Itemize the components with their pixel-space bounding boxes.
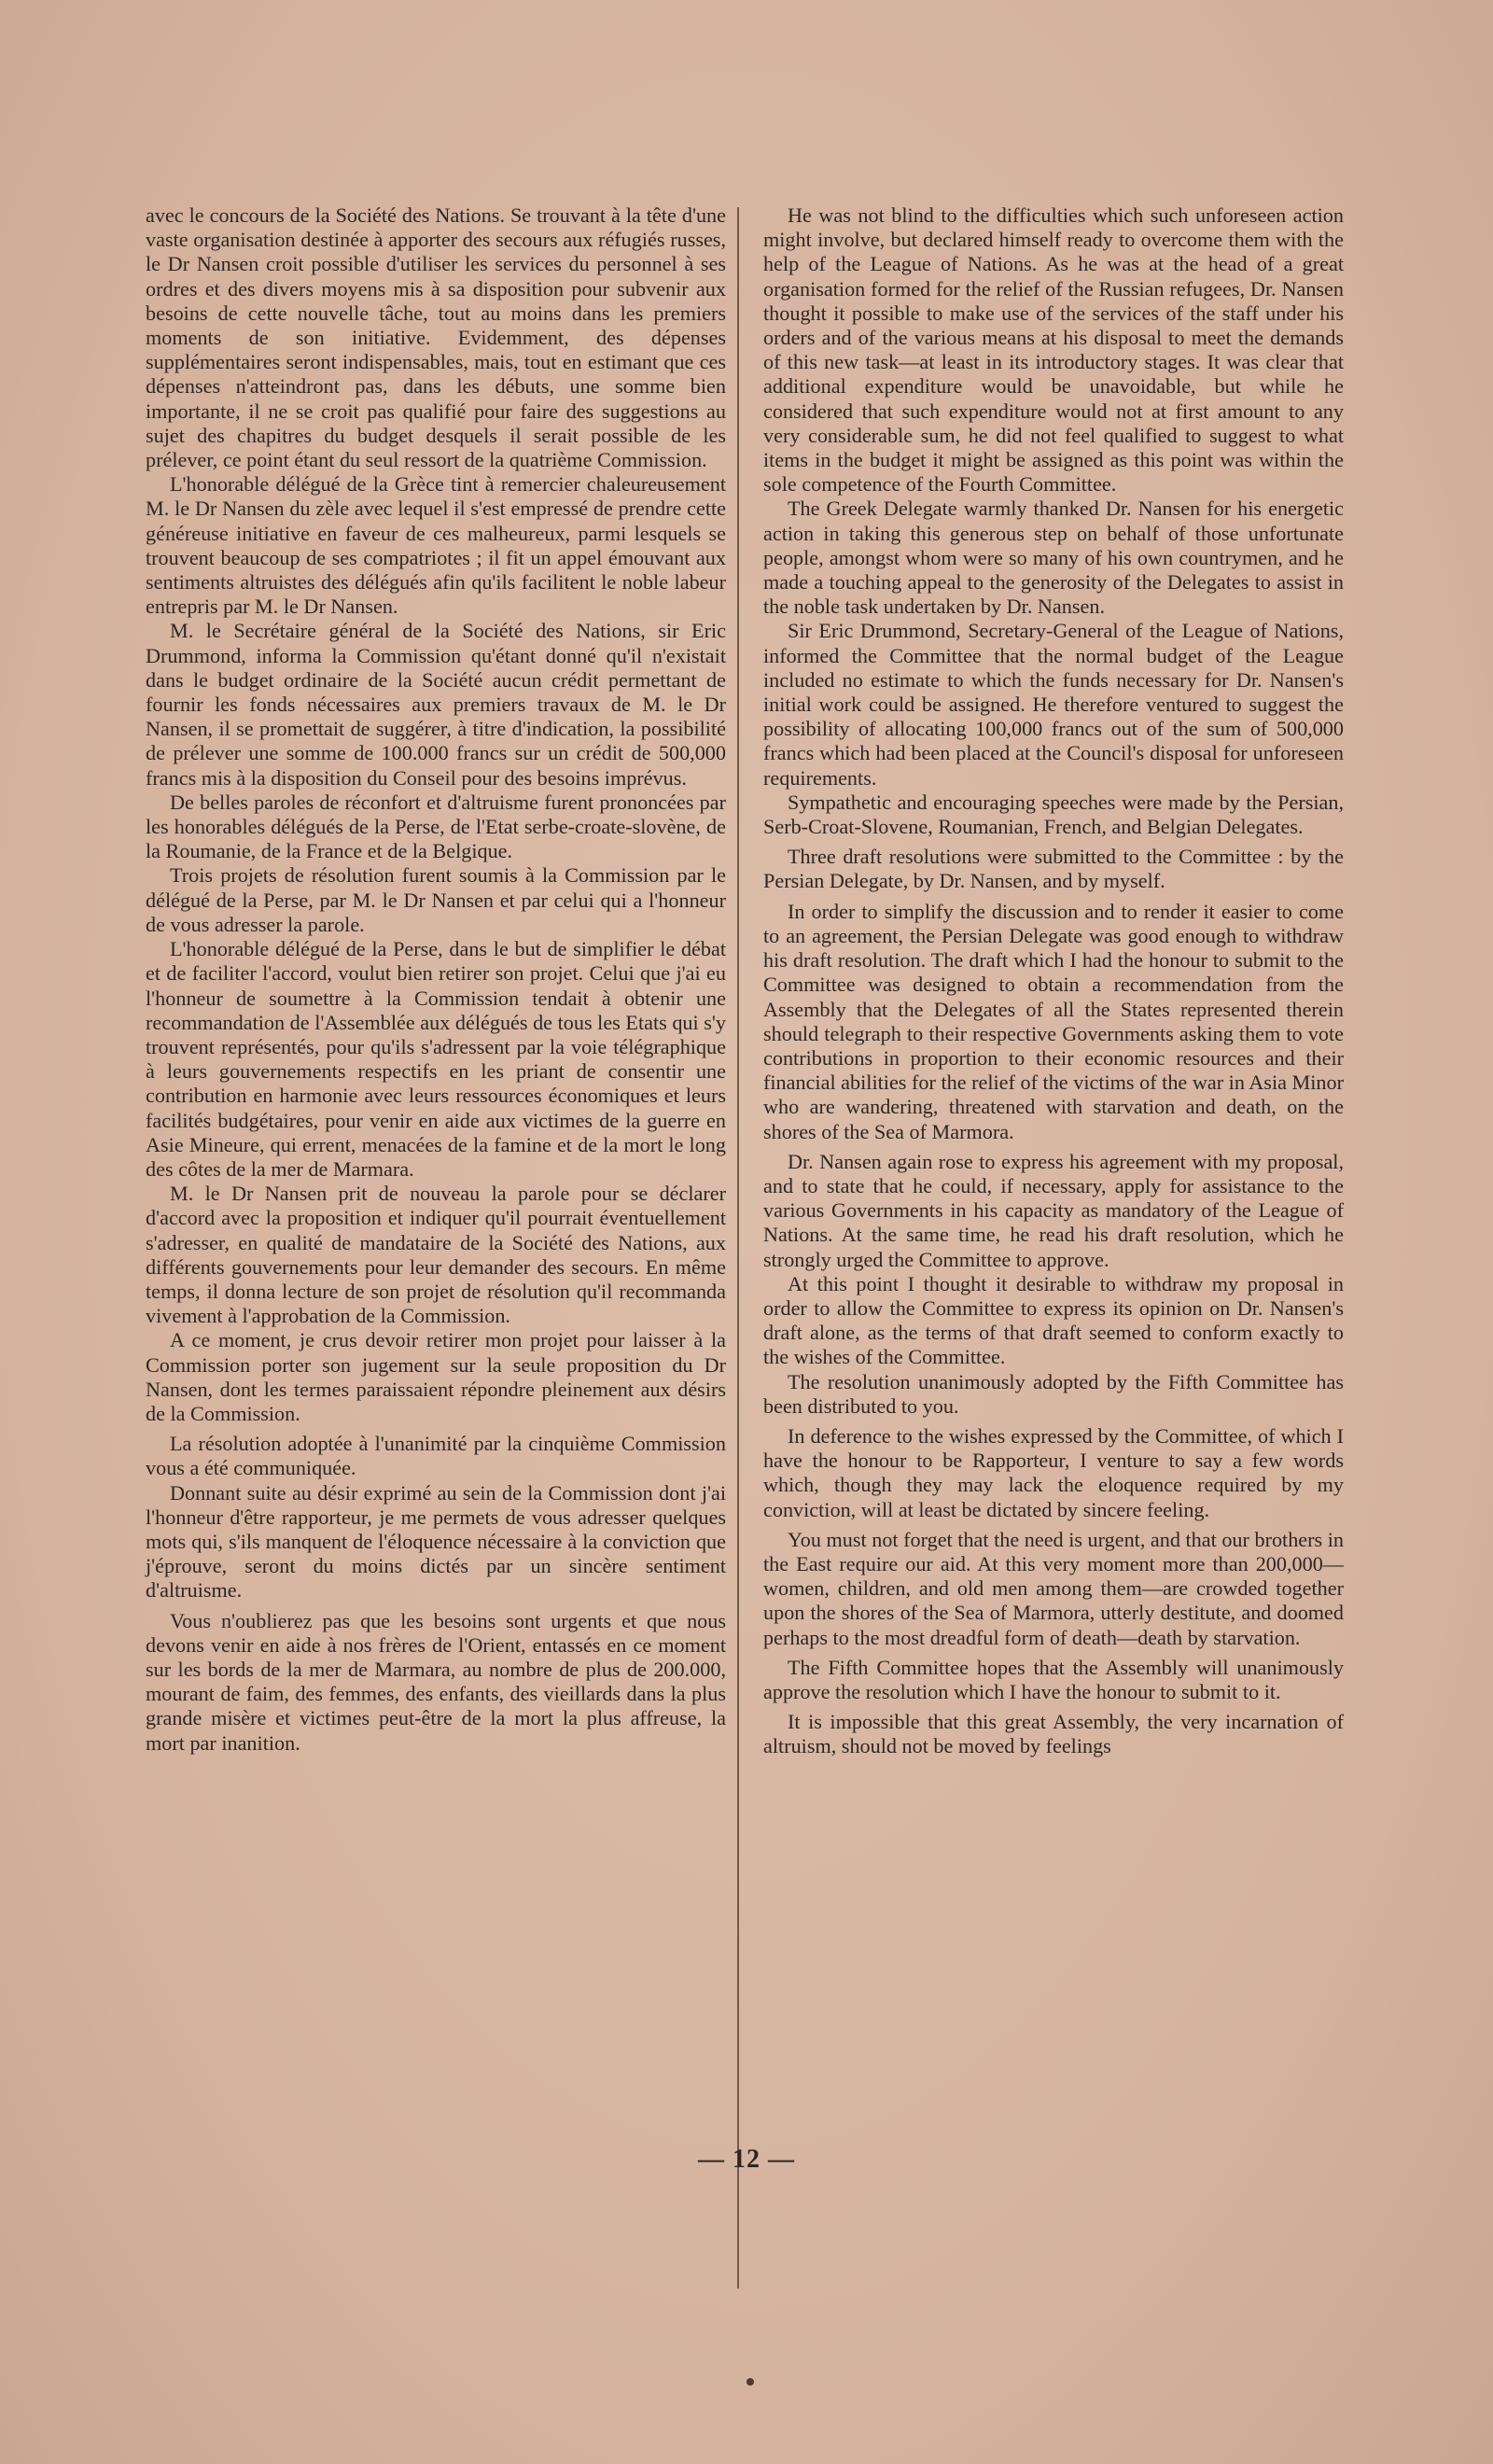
paragraph-en-6: In order to simplify the discussion and to render it easier to come to an agreement, the Persian Delegate was good enough to withdraw his draft resolution. The draft which I had the honour to submit to the Committee was designed to obtain a recommendation from the Assembly that the Delegates of all the States represented therein should telegraph to their respective Governments asking them to vote contributions in proportion to their economic resources and their financial abilities for the relief of the victims of the war in Asia Minor who are wandering, threatened with starvation and death, on the shores of the Sea of Marmora. xyxy=(763,899,1344,1143)
paragraph-en-11: You must not forget that the need is urgent, and that our brothers in the East require our aid. At this very moment more than 200,000—women, children, and old men among them—are crowded together upon the shores of the Sea of Marmora, utterly destitute, and doomed perhaps to the most dreadful form of death—death by starvation. xyxy=(763,1527,1344,1649)
paragraph-en-9: The resolution unanimously adopted by the Fifth Committee has been distributed to you. xyxy=(763,1369,1344,1418)
paragraph-en-12: The Fifth Committee hopes that the Assembly will unanimously approve the resolution which I have the honour to submit to it. xyxy=(763,1655,1344,1703)
paragraph-fr-6: L'honorable délégué de la Perse, dans le but de simplifier le débat et de faciliter l'accord, voulut bien retirer son projet. Celui que j'ai eu l'honneur de soumettre à la Commission tendait à obtenir une recommandation de l'Assemblée aux délégués de tous les Etats qui s'y trouvent représentés, pour qu'ils s'adressent par la voie télégraphique à leurs gouvernements respectifs en les priant de consentir une contribution en harmonie avec leurs ressources économiques et leurs facilités budgétaires, pour venir en aide aux victimes de la guerre en Asie Mineure, qui errent, menacées de la famine et de la mort le long des côtes de la mer de Marmara. xyxy=(146,937,726,1181)
paragraph-en-2: The Greek Delegate warmly thanked Dr. Nansen for his energetic action in taking this generous step on behalf of those unfortunate people, amongst whom were so many of his own countrymen, and he made a touching appeal to the generosity of the Delegates to assist in the noble task undertaken by Dr. Nansen. xyxy=(763,497,1344,619)
paragraph-fr-3: M. le Secrétaire général de la Société des Nations, sir Eric Drummond, informa la Commission qu'étant donné qu'il n'existait dans le budget ordinaire de la Société aucun crédit permettant de fournir les fonds nécessaires aux premiers travaux de M. le Dr Nansen, il se promettait de suggérer, à titre d'indication, la possibilité de prélever une somme de 100.000 francs sur un crédit de 500,000 francs mis à la disposition du Conseil pour des besoins imprévus. xyxy=(146,619,726,790)
paragraph-en-1: He was not blind to the difficulties which such unforeseen action might involve, but declared himself ready to overcome them with the help of the League of Nations. As he was at the head of a great organisation formed for the relief of the Russian refugees, Dr. Nansen thought it possible to make use of the services of the staff under his orders and of the various means at his disposal to meet the demands of this new task—at least in its introductory stages. It was clear that additional expenditure would be unavoidable, but while he considered that such expenditure would not at first amount to any very considerable sum, he did not feel qualified to suggest to what items in the budget it might be assigned as this point was within the sole competence of the Fourth Committee. xyxy=(763,203,1344,497)
paragraph-en-3: Sir Eric Drummond, Secretary-General of the League of Nations, informed the Committee that the normal budget of the League included no estimate to which the funds necessary for Dr. Nansen's initial work could be assigned. He therefore ventured to suggest the possibility of allocating 100,000 francs out of the sum of 500,000 francs which had been placed at the Council's disposal for unforeseen requirements. xyxy=(763,619,1344,790)
column-divider xyxy=(737,207,739,2289)
paragraph-fr-11: Vous n'oublierez pas que les besoins sont urgents et que nous devons venir en aide à nos frères de l'Orient, entassés en ce moment sur les bords de la mer de Marmara, au nombre de plus de 200.000, mourant de faim, des femmes, des enfants, des vieillards dans la plus grande misère et victimes peut-être de la mort la plus affreuse, la mort par inanition. xyxy=(146,1608,726,1755)
ink-speck xyxy=(746,2378,754,2386)
paragraph-en-10: In deference to the wishes expressed by the Committee, of which I have the honour to be Rapporteur, I venture to say a few words which, though they may lack the eloquence required by my conviction, will at least be dictated by sincere feeling. xyxy=(763,1423,1344,1521)
paragraph-fr-2: L'honorable délégué de la Grèce tint à remercier chaleureusement M. le Dr Nansen du zèle avec lequel il s'est empressé de prendre cette généreuse initiative en faveur de ces malheureux, parmi lesquels se trouvent beaucoup de ses compatriotes ; il fit un appel émouvant aux sentiments altruistes des délégués afin qu'ils facilitent le noble labeur entrepris par M. le Dr Nansen. xyxy=(146,472,726,619)
paragraph-fr-5: Trois projets de résolution furent soumis à la Commission par le délégué de la Perse, par M. le Dr Nansen et par celui qui a l'honneur de vous adresser la parole. xyxy=(146,863,726,936)
paragraph-fr-4: De belles paroles de réconfort et d'altruisme furent prononcées par les honorables délégués de la Perse, de l'Etat serbe-croate-slovène, de la Roumanie, de la France et de la Belgique. xyxy=(146,790,726,863)
paragraph-fr-1: avec le concours de la Société des Nations. Se trouvant à la tête d'une vaste organisation destinée à apporter des secours aux réfugiés russes, le Dr Nansen croit possible d'utiliser les services du personnel à ses ordres et des divers moyens mis à sa disposition pour subvenir aux besoins de cette nouvelle tâche, tout au moins dans les premiers moments de son initiative. Evidemment, des dépenses supplémentaires seront indispensables, mais, tout en estimant que ces dépenses n'atteindront pas, dans les débuts, une somme bien importante, il ne se croit pas qualifié pour faire des suggestions au sujet des chapitres du budget desquels il serait possible de les prélever, ce point étant du seul ressort de la quatrième Commission. xyxy=(146,203,726,472)
paragraph-fr-9: La résolution adoptée à l'unanimité par la cinquième Commission vous a été communiquée. xyxy=(146,1432,726,1480)
english-column xyxy=(763,203,1344,1759)
french-column xyxy=(146,203,726,1756)
paragraph-fr-7: M. le Dr Nansen prit de nouveau la parole pour se déclarer d'accord avec la proposition et indiquer qu'il pourrait éventuellement s'adresser, en qualité de mandataire de la Société des Nations, aux différents gouvernements pour leur demander des secours. En même temps, il donna lecture de son projet de résolution qu'il recommanda vivement à l'approbation de la Commission. xyxy=(146,1182,726,1328)
page-number: — 12 — xyxy=(698,2145,795,2174)
paragraph-en-13: It is impossible that this great Assembly, the very incarnation of altruism, should not be moved by feelings xyxy=(763,1710,1344,1758)
paragraph-en-7: Dr. Nansen again rose to express his agreement with my proposal, and to state that he could, if necessary, apply for assistance to the various Governments in his capacity as mandatory of the League of Nations. At the same time, he read his draft resolution, which he strongly urged the Committee to approve. xyxy=(763,1149,1344,1271)
paragraph-en-4: Sympathetic and encouraging speeches were made by the Persian, Serb-Croat-Slovene, Roumanian, French, and Belgian Delegates. xyxy=(763,790,1344,839)
paragraph-en-5: Three draft resolutions were submitted to the Committee : by the Persian Delegate, by Dr. Nansen, and by myself. xyxy=(763,845,1344,893)
paragraph-fr-10: Donnant suite au désir exprimé au sein de la Commission dont j'ai l'honneur d'être rapporteur, je me permets de vous adresser quelques mots qui, s'ils manquent de l'éloquence nécessaire à la conviction que j'éprouve, seront du moins dictés par un sincère sentiment d'altruisme. xyxy=(146,1480,726,1603)
paragraph-fr-8: A ce moment, je crus devoir retirer mon projet pour laisser à la Commission porter son jugement sur la seule proposition du Dr Nansen, dont les termes paraissaient répondre pleinement aux désirs de la Commission. xyxy=(146,1328,726,1425)
paragraph-en-8: At this point I thought it desirable to withdraw my proposal in order to allow the Committee to express its opinion on Dr. Nansen's draft alone, as the terms of that draft seemed to conform exactly to the wishes of the Committee. xyxy=(763,1271,1344,1369)
